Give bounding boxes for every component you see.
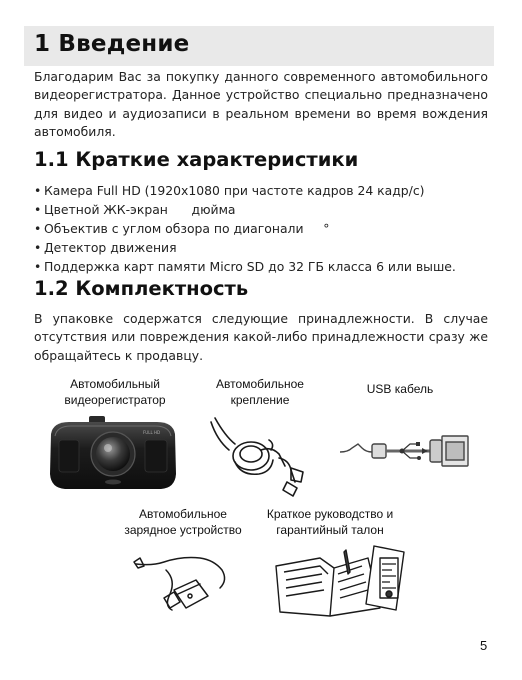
features-list bbox=[34, 181, 456, 276]
intro-paragraph: Благодарим Вас за покупку данного современного автомобильного видеорегистратора. Данное устройство специально предназначено для видео и аудиозаписи в реальном времени во время вождения автомобиля. bbox=[34, 69, 488, 140]
page-number: 5 bbox=[480, 638, 488, 653]
list-item: • Детектор движения bbox=[34, 240, 177, 256]
manual-warranty-image bbox=[272, 538, 408, 620]
car-charger-image bbox=[130, 540, 240, 620]
package-title: 1.2 Комплектность bbox=[34, 277, 249, 300]
caption-mount: Автомобильное крепление bbox=[216, 377, 304, 407]
svg-text:FULL HD: FULL HD bbox=[143, 430, 161, 435]
list-item: • Цветной ЖК-экран дюйма bbox=[34, 202, 236, 218]
caption-manual: Краткое руководство и гарантийный талон bbox=[266, 507, 394, 537]
section-title: 1 Введение bbox=[34, 31, 190, 57]
caption-car-charger: Автомобильное зарядное устройство bbox=[124, 507, 242, 537]
list-item: • Камера Full HD (1920x1080 при частоте кадров 24 кадр/c) bbox=[34, 183, 425, 198]
caption-dashcam: Автомобильный видеорегистратор bbox=[64, 377, 166, 407]
package-paragraph: В упаковке содержатся следующие принадлежности. В случае отсутствия или повреждения какой-либо принадлежности сразу же обращайтесь к продавцу. bbox=[34, 311, 488, 363]
dashcam-image bbox=[45, 412, 180, 494]
car-mount-image bbox=[205, 410, 313, 500]
features-title: 1.1 Краткие характеристики bbox=[34, 148, 359, 171]
usb-cable-image bbox=[338, 422, 470, 474]
list-item: • Поддержка карт памяти Micro SD до 32 ГБ класса 6 или выше. bbox=[34, 259, 456, 275]
caption-usb-cable: USB кабель bbox=[366, 382, 434, 396]
list-item: • Объектив с углом обзора по диагонали ° bbox=[34, 221, 330, 237]
